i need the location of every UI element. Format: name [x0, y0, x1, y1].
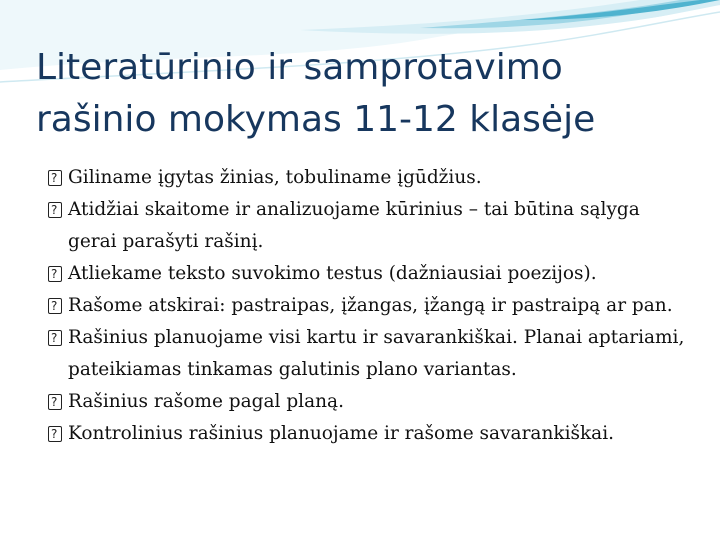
missing-glyph-box-icon	[48, 426, 62, 442]
bullet-item	[48, 290, 688, 322]
bullet-text: Rašinius rašome pagal planą.	[68, 391, 344, 412]
bullet-text: Rašinius planuojame visi kartu ir savarankiškai. Planai aptariami, pateikiamas tinkamas galutinis plano variantas.	[68, 327, 685, 380]
bullet-item	[48, 162, 688, 194]
bullet-text: Gilinamе įgytas žinias, tobuliname įgūdžius.	[68, 167, 482, 188]
missing-glyph-box-icon	[48, 394, 62, 410]
slide-title	[36, 42, 696, 146]
missing-glyph-box-icon	[48, 266, 62, 282]
bullet-item	[48, 418, 688, 450]
missing-glyph-box-icon	[48, 298, 62, 314]
bullet-list	[48, 162, 688, 450]
title-line-2: rašinio mokymas 11-12 klasėje	[36, 99, 596, 140]
missing-glyph-box-icon	[48, 330, 62, 346]
bullet-text: Rašome atskirai: pastraipas, įžangas, įžangą ir pastraipą ar pan.	[68, 295, 673, 316]
missing-glyph-box-icon	[48, 170, 62, 186]
bullet-text: Atliekame teksto suvokimo testus (dažniausiai poezijos).	[68, 263, 597, 284]
bullet-item	[48, 386, 688, 418]
bullet-item	[48, 322, 688, 386]
bullet-text: Atidžiai skaitome ir analizuojame kūrinius – tai būtina sąlyga gerai parašyti rašinį.	[68, 199, 640, 252]
title-line-1: Literatūrinio ir samprotavimo	[36, 47, 563, 88]
bullet-item	[48, 258, 688, 290]
bullet-text: Kontrolinius rašinius planuojame ir rašome savarankiškai.	[68, 423, 615, 444]
missing-glyph-box-icon	[48, 202, 62, 218]
bullet-item	[48, 194, 688, 258]
